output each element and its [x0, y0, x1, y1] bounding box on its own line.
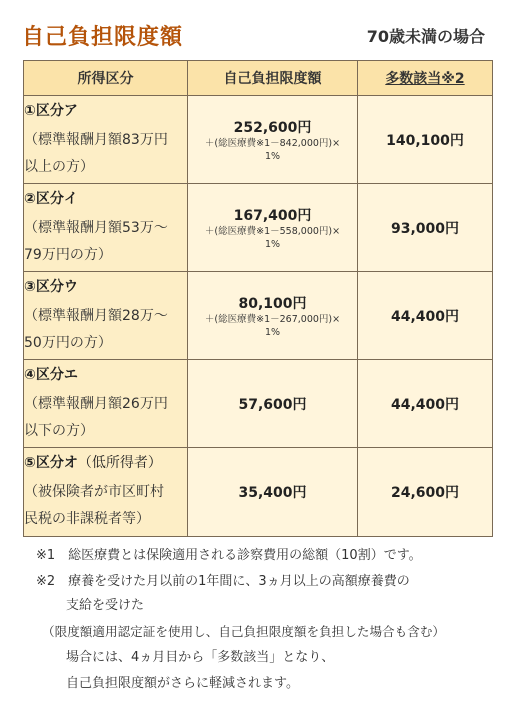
limit-formula: ＋(総医療費※1－267,000円)× 1%: [204, 313, 341, 338]
limit-formula: ＋(総医療費※1－842,000円)× 1%: [204, 137, 341, 162]
limit-amount: 57,600円: [238, 396, 307, 413]
category-name: ⑤区分オ（低所得者）: [24, 455, 162, 471]
category-description: （標準報酬月額28万～ 50万円の方）: [24, 307, 168, 351]
category-name: ①区分ア: [24, 102, 78, 119]
cost-limit-cell: [188, 272, 358, 360]
limit-amount: 252,600円: [233, 119, 312, 136]
header-income-category: 所得区分: [24, 61, 188, 96]
cost-limit-cell: [188, 360, 358, 448]
footnote-2-line4: 場合には、4ヵ月目から「多数該当」となり、: [66, 650, 335, 665]
footnote-2-continued: 支給を受けた: [66, 598, 145, 613]
cost-limit-cell: [188, 96, 358, 184]
cost-limit-cell: [188, 184, 358, 272]
category-description: （標準報酬月額26万円 以下の方）: [24, 395, 168, 439]
footnote-1: ※1 総医療費とは保険適用される診察費用の総額（10割）です。: [36, 548, 422, 563]
cost-limit-cell: [188, 448, 358, 537]
category-description: （標準報酬月額83万円 以上の方）: [24, 131, 168, 175]
category-name: ②区分イ: [24, 190, 78, 207]
multiple-cases-amount: 24,600円: [390, 485, 460, 501]
table-row: [24, 184, 493, 272]
multiple-cases-amount: 44,400円: [390, 396, 460, 413]
category-cell: [24, 272, 188, 360]
page-title: 自己負担限度額: [22, 25, 184, 50]
table-row: [24, 448, 493, 537]
multiple-cases-cell: [358, 360, 493, 448]
multiple-cases-cell: [358, 272, 493, 360]
category-description: （標準報酬月額53万～ 79万円の方）: [24, 219, 168, 263]
multiple-cases-amount: 93,000円: [390, 220, 460, 237]
table-row: [24, 96, 493, 184]
category-cell: [24, 360, 188, 448]
table-row: [24, 272, 493, 360]
category-name: ④区分エ: [24, 366, 78, 383]
multiple-cases-amount: 44,400円: [390, 308, 460, 325]
category-name: ③区分ウ: [24, 278, 78, 295]
category-cell: [24, 448, 188, 537]
footnote-2-parenthetical: （限度額適用認定証を使用し、自己負担限度額を負担した場合も含む）: [42, 624, 445, 639]
multiple-cases-amount: 140,100円: [386, 132, 464, 149]
header-cost-limit: 自己負担限度額: [188, 61, 358, 96]
table-row: [24, 360, 493, 448]
footnote-2-line5: 自己負担限度額がさらに軽減されます。: [66, 676, 299, 691]
category-cell: [24, 96, 188, 184]
age-condition-label: 70歳未満の場合: [366, 27, 485, 46]
multiple-cases-cell: [358, 448, 493, 537]
multiple-cases-cell: [358, 96, 493, 184]
limit-amount: 80,100円: [238, 295, 307, 312]
header-multiple-cases: [358, 61, 493, 96]
category-cell: [24, 184, 188, 272]
footnote-2: ※2 療養を受けた月以前の1年間に、3ヵ月以上の高額療養費の: [36, 574, 410, 589]
table-header-row: [24, 61, 493, 96]
category-description: （被保険者が市区町村 民税の非課税者等）: [24, 484, 164, 527]
limit-amount: 35,400円: [238, 485, 307, 501]
header-multiple-cases-label: 多数該当※2: [385, 71, 465, 87]
limit-amount: 167,400円: [233, 207, 312, 224]
limit-formula: ＋(総医療費※1－558,000円)× 1%: [204, 225, 341, 250]
multiple-cases-cell: [358, 184, 493, 272]
cost-limit-table: [23, 60, 493, 537]
